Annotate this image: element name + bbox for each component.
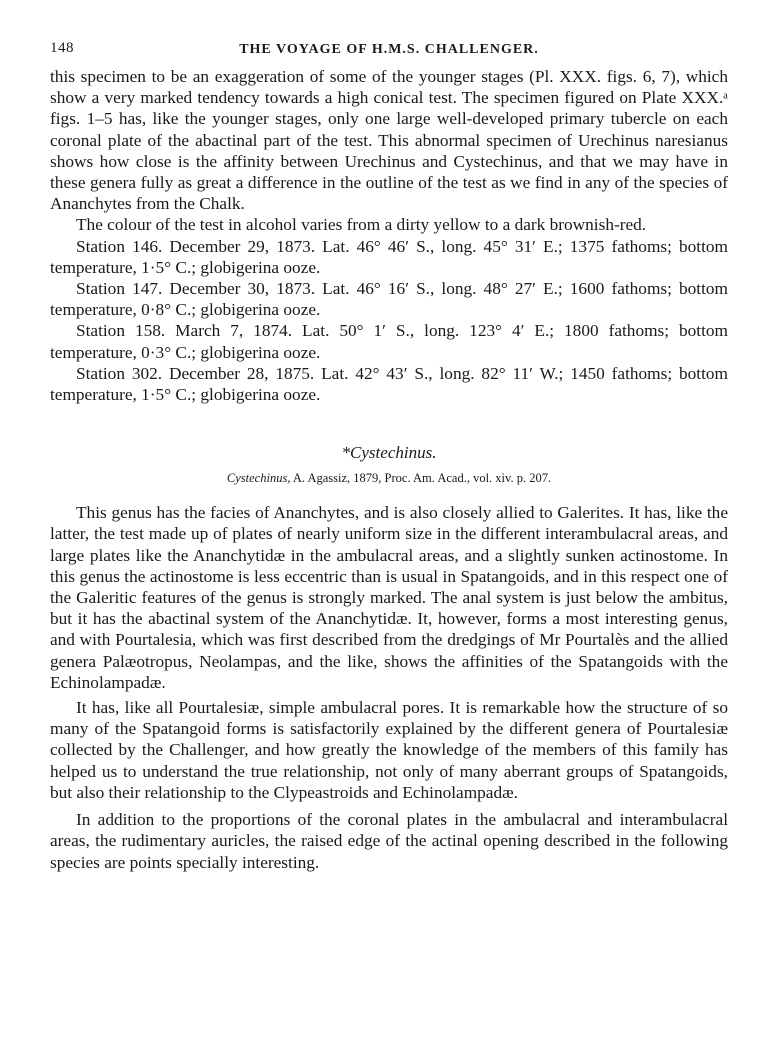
section-spacer <box>50 405 728 443</box>
section-paragraph: It has, like all Pourtalesiæ, simple ambulacral pores. It is remarkable how the structure of so many of the Spatangoid forms is satisfactorily explained by the different genera of Pourtalesiæ collected by the Challenger, and how greatly the knowledge of the members of this family has helped us to understand the true relationship, not only of many aberrant groups of Spatangoids, but also their relationship to the Clypeastroids and Echinolampadæ. <box>50 698 728 802</box>
section-heading: *Cystechinus. <box>341 443 437 463</box>
section-paragraph: This genus has the facies of Ananchytes, and is also closely allied to Galerites. It has, like the latter, the test made up of plates of nearly uniform size in the different interambulacral areas, and large plates like the Ananchytidæ in the ambulacral areas, and a slightly sunken actinostome. In this genus the actinostome is less eccentric than is usual in Spatangoids, and in this respect one of the Galeritic features of the genus is strongly marked. The anal system is just below the ambitus, but it has the abactinal system of the Ananchytidæ. It, however, forms a most interesting genus, and with Pourtalesia, which was first described from the dredgings of Mr Pourtalès and the allied genera Palæotropus, Neolampas, and the like, shows the affinities of the Spatangoids with the Echinolampadæ. <box>50 503 728 692</box>
station-record: Station 158. March 7, 1874. Lat. 50° 1′ S., long. 123° 4′ E.; 1800 fathoms; bottom temperature, 0·3° C.; globigerina ooze. <box>50 321 728 362</box>
station-record: Station 302. December 28, 1875. Lat. 42° 43′ S., long. 82° 11′ W.; 1450 fathoms; bottom temperature, 1·5° C.; globigerina ooze. <box>50 363 728 405</box>
section-citation <box>50 471 728 486</box>
citation-genus: Cystechinus, <box>226 471 291 486</box>
paragraph-colour: The colour of the test in alcohol varies from a dirty yellow to a dark brownish-red. <box>76 215 647 235</box>
document-page <box>50 40 728 873</box>
page-header <box>50 40 728 66</box>
station-record: Station 147. December 30, 1873. Lat. 46° 16′ S., long. 48° 27′ E.; 1600 fathoms; bottom temperature, 0·8° C.; globigerina ooze. <box>50 279 728 320</box>
running-title: THE VOYAGE OF H.M.S. CHALLENGER. <box>239 42 539 57</box>
station-record: Station 146. December 29, 1873. Lat. 46° 46′ S., long. 45° 31′ E.; 1375 fathoms; bottom temperature, 1·5° C.; globigerina ooze. <box>50 236 728 277</box>
section-paragraph: In addition to the proportions of the coronal plates in the ambulacral and interambulacral areas, the rudimentary auricles, the raised edge of the actinal opening described in the following species are points specially interesting. <box>50 810 728 872</box>
page-number: 148 <box>50 40 74 56</box>
body-text <box>50 66 728 873</box>
citation-reference: A. Agassiz, 1879, Proc. Am. Acad., vol. xiv. p. 207. <box>290 471 552 486</box>
paragraph-continued: this specimen to be an exaggeration of some of the younger stages (Pl. XXX. figs. 6, 7), which show a very marked tendency towards a high conical test. The specimen figured on Plate XXX.ᵃ figs. 1–5 has, like the younger stages, only one large well-developed primary tubercle on each coronal plate of the abactinal part of the test. This abnormal specimen of Urechinus naresianus shows how close is the affinity between Urechinus and Cystechinus, and that we may have in these genera fully as great a difference in the outline of the test as we find in any of the species of Ananchytes from the Chalk. <box>50 67 728 214</box>
